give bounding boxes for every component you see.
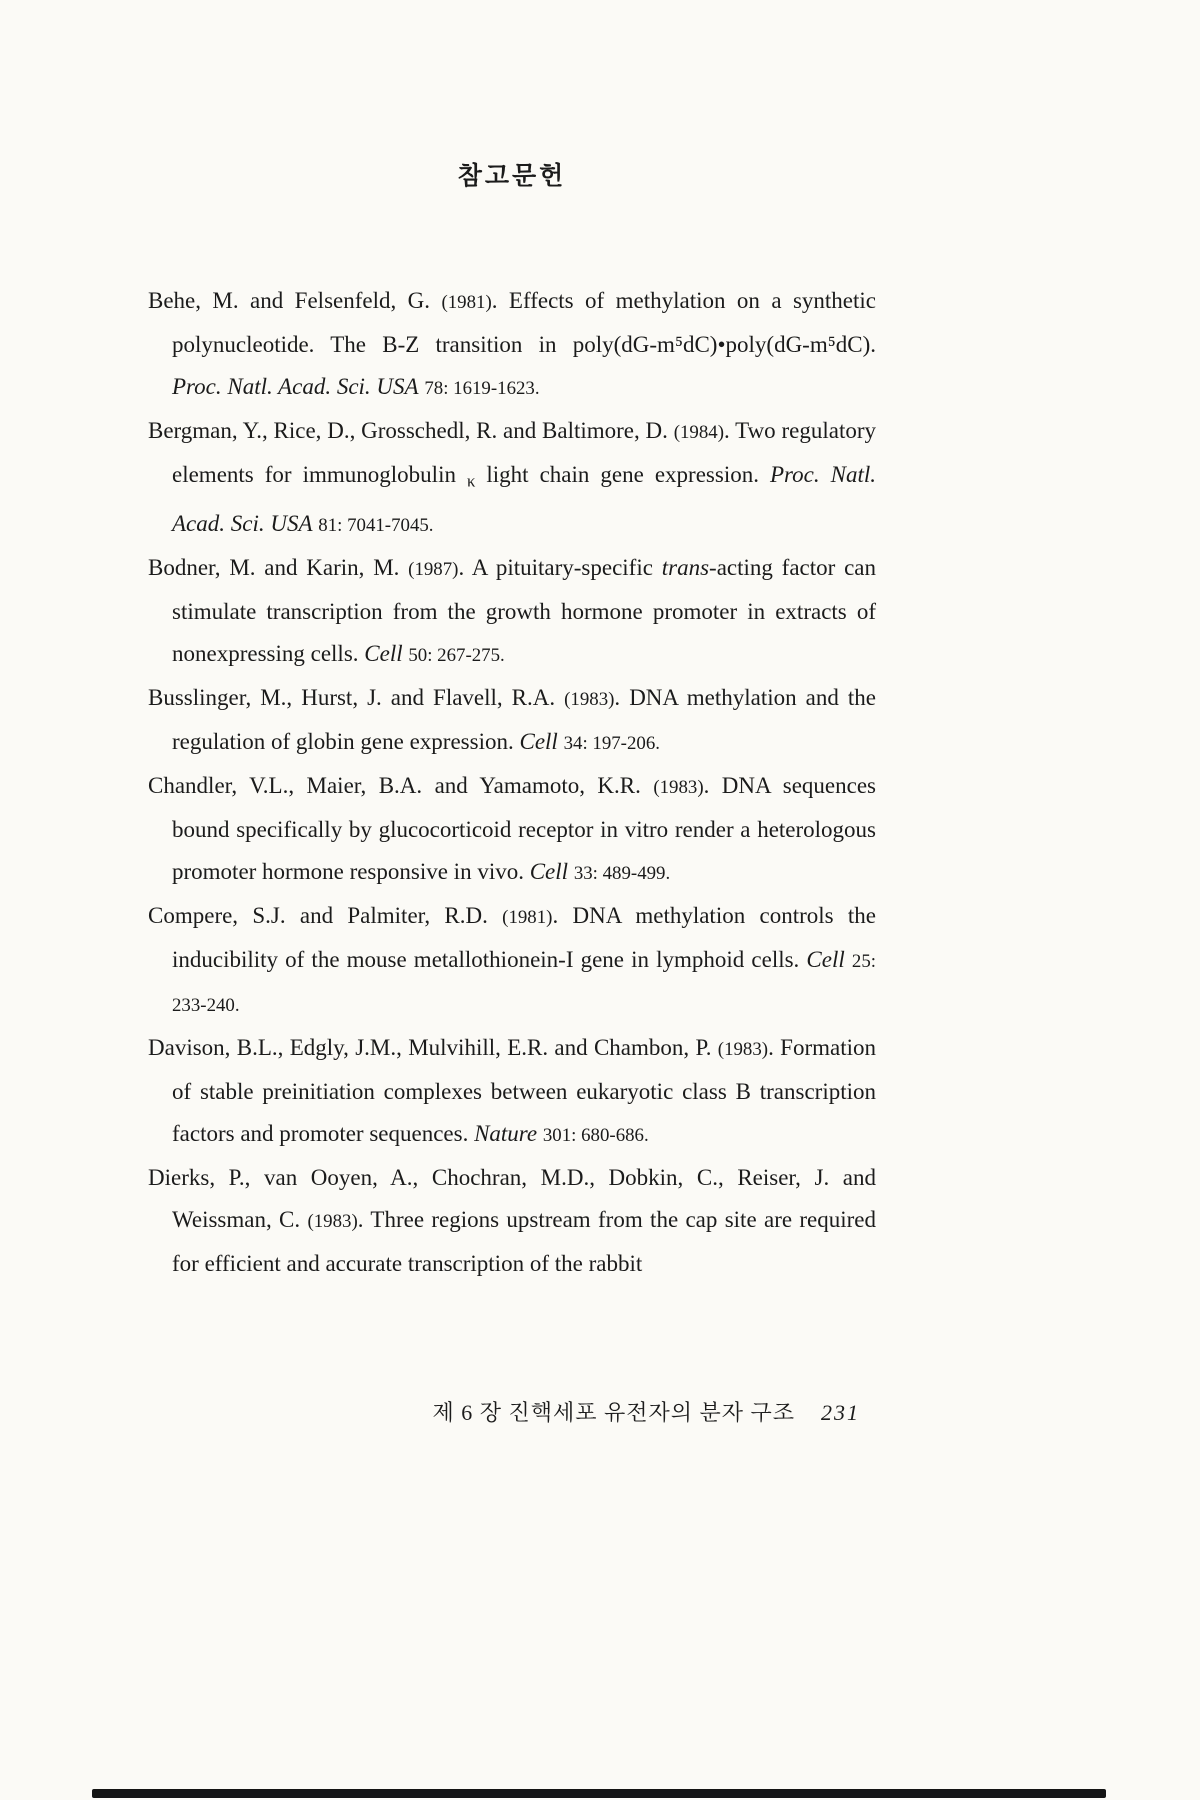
- reference-segment: Proc. Natl. Acad. Sci. USA: [172, 462, 877, 536]
- reference-segment: -acting factor can stimulate transcription from the growth hormone promoter in extracts of nonexpressing cells.: [172, 554, 876, 666]
- reference-entry: [148, 1157, 876, 1285]
- reference-segment: (1983): [653, 776, 704, 798]
- reference-segment: . DNA sequences bound specifically by glucocorticoid receptor in vitro render a heterologous promoter hormone responsive in vivo.: [172, 772, 877, 884]
- reference-segment: Cell: [806, 946, 845, 972]
- reference-segment: Chandler, V.L., Maier, B.A. and Yamamoto, K.R.: [148, 772, 654, 798]
- reference-segment: 34: 197-206.: [563, 732, 660, 754]
- reference-segment: . Formation of stable preinitiation complexes between eukaryotic class B transcription factors and promoter sequences.: [172, 1034, 876, 1146]
- reference-segment: (1987): [408, 558, 459, 580]
- reference-segment: Nature: [474, 1120, 538, 1146]
- reference-segment: (1983): [717, 1038, 769, 1060]
- reference-segment: (1983): [307, 1210, 358, 1232]
- reference-segment: (1981): [502, 906, 553, 928]
- reference-entry: [148, 547, 876, 677]
- reference-segment: light chain gene expression.: [475, 462, 770, 487]
- reference-segment: trans: [661, 554, 710, 580]
- reference-segment: Behe, M. and Felsenfeld, G.: [148, 288, 442, 313]
- reference-segment: 81: 7041-7045.: [318, 514, 434, 536]
- reference-segment: . DNA methylation and the regulation of globin gene expression.: [172, 684, 876, 754]
- reference-segment: Compere, S.J. and Palmiter, R.D.: [148, 902, 503, 928]
- reference-segment: (1983): [564, 688, 615, 710]
- reference-segment: . DNA methylation controls the inducibility of the mouse metallothionein-I gene in lymphoid cells.: [172, 902, 876, 972]
- reference-segment: Bodner, M. and Karin, M.: [148, 554, 409, 580]
- reference-segment: (1981): [441, 292, 492, 313]
- reference-segment: Cell: [364, 640, 403, 666]
- reference-segment: [845, 947, 852, 972]
- reference-list: [148, 280, 876, 1285]
- reference-segment: Cell: [519, 728, 558, 754]
- reference-segment: . A pituitary-specific: [458, 554, 662, 580]
- reference-segment: 50: 267-275.: [408, 644, 505, 666]
- page-footer: [148, 1396, 876, 1427]
- reference-segment: . Three regions upstream from the cap site are required for efficient and accurate transcription of the rabbit: [172, 1206, 877, 1276]
- reference-segment: . Two regulatory elements for immunoglobulin: [172, 418, 876, 487]
- reference-segment: Dierks, P., van Ooyen, A., Chochran, M.D., Dobkin, C., Reiser, J. and Weissman, C.: [148, 1164, 876, 1232]
- reference-segment: Bergman, Y., Rice, D., Grosschedl, R. and Baltimore, D.: [148, 418, 674, 443]
- reference-segment: . Effects of methylation on a synthetic polynucleotide. The B-Z transition in poly(dG-m⁵dC)•poly(dG-m⁵dC).: [172, 288, 876, 357]
- page-title: 참고문헌: [457, 163, 567, 190]
- reference-entry: [148, 410, 876, 547]
- reference-segment: κ: [467, 471, 476, 491]
- reference-segment: Cell: [529, 858, 569, 884]
- reference-segment: Proc. Natl. Acad. Sci. USA: [172, 374, 419, 399]
- reference-segment: (1984): [673, 422, 724, 443]
- reference-entry: [148, 765, 876, 895]
- reference-segment: 78: 1619-1623.: [424, 378, 540, 399]
- reference-segment: Davison, B.L., Edgly, J.M., Mulvihill, E.R. and Chambon, P.: [148, 1034, 718, 1060]
- reference-entry: [148, 280, 876, 410]
- reference-segment: Busslinger, M., Hurst, J. and Flavell, R.A.: [148, 684, 565, 710]
- reference-segment: 33: 489-499.: [573, 862, 671, 884]
- footer-chapter-title: 제 6 장 진핵세포 유전자의 분자 구조: [432, 1400, 795, 1425]
- reference-entry: [148, 895, 876, 1027]
- reference-segment: 25: 233-240.: [172, 950, 876, 1016]
- footer-page-number: 231: [821, 1400, 860, 1425]
- reference-entry: [148, 677, 876, 765]
- scan-edge-artifact: [92, 1789, 1106, 1798]
- reference-segment: 301: 680-686.: [542, 1124, 649, 1146]
- reference-entry: [148, 1027, 876, 1157]
